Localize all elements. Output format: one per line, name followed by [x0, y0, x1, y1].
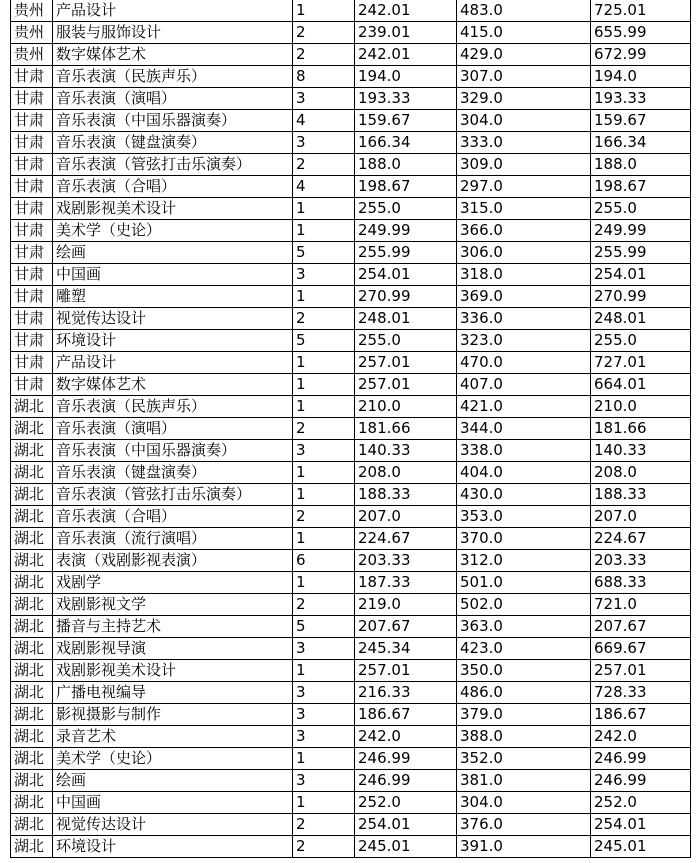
- major-cell[interactable]: 影视摄影与制作: [53, 704, 293, 726]
- table-row: [11, 88, 691, 110]
- score-b-cell[interactable]: 369.0: [457, 286, 591, 308]
- score-a-cell[interactable]: 252.0: [355, 792, 457, 814]
- score-a-cell[interactable]: 194.0: [355, 66, 457, 88]
- table-row: [11, 0, 691, 22]
- province-cell[interactable]: 甘肃: [11, 132, 53, 154]
- count-cell[interactable]: 1: [293, 198, 355, 220]
- count-cell[interactable]: 1: [293, 792, 355, 814]
- major-cell[interactable]: 录音艺术: [53, 726, 293, 748]
- province-cell[interactable]: 甘肃: [11, 308, 53, 330]
- score-a-cell[interactable]: 187.33: [355, 572, 457, 594]
- province-cell[interactable]: 湖北: [11, 726, 53, 748]
- score-a-cell[interactable]: 219.0: [355, 594, 457, 616]
- score-b-cell[interactable]: 486.0: [457, 682, 591, 704]
- count-cell[interactable]: 1: [293, 374, 355, 396]
- score-b-cell[interactable]: 470.0: [457, 352, 591, 374]
- count-cell[interactable]: 2: [293, 22, 355, 44]
- major-cell[interactable]: 环境设计: [53, 836, 293, 858]
- table-row: [11, 286, 691, 308]
- count-cell[interactable]: 1: [293, 748, 355, 770]
- major-cell[interactable]: 数字媒体艺术: [53, 44, 293, 66]
- major-cell[interactable]: 音乐表演（演唱）: [53, 418, 293, 440]
- score-b-cell[interactable]: 309.0: [457, 154, 591, 176]
- province-cell[interactable]: 贵州: [11, 22, 53, 44]
- major-cell[interactable]: 产品设计: [53, 352, 293, 374]
- score-a-cell[interactable]: 207.0: [355, 506, 457, 528]
- table-row: [11, 572, 691, 594]
- province-cell[interactable]: 甘肃: [11, 110, 53, 132]
- count-cell[interactable]: 3: [293, 638, 355, 660]
- score-b-cell[interactable]: 297.0: [457, 176, 591, 198]
- province-cell[interactable]: 湖北: [11, 594, 53, 616]
- admission-scores-table: [10, 0, 691, 858]
- table-row: [11, 242, 691, 264]
- major-cell[interactable]: 绘画: [53, 242, 293, 264]
- table-row: [11, 22, 691, 44]
- province-cell[interactable]: 湖北: [11, 792, 53, 814]
- score-c-cell[interactable]: 248.01: [591, 308, 691, 330]
- score-a-cell[interactable]: 210.0: [355, 396, 457, 418]
- table-row: [11, 748, 691, 770]
- table-row: [11, 814, 691, 836]
- count-cell[interactable]: 3: [293, 704, 355, 726]
- score-c-cell[interactable]: 193.33: [591, 88, 691, 110]
- table-row: [11, 462, 691, 484]
- major-cell[interactable]: 音乐表演（流行演唱）: [53, 528, 293, 550]
- score-c-cell[interactable]: 188.33: [591, 484, 691, 506]
- score-b-cell[interactable]: 423.0: [457, 638, 591, 660]
- major-cell[interactable]: 视觉传达设计: [53, 814, 293, 836]
- score-c-cell[interactable]: 249.99: [591, 220, 691, 242]
- score-b-cell[interactable]: 350.0: [457, 660, 591, 682]
- major-cell[interactable]: 音乐表演（合唱）: [53, 176, 293, 198]
- major-cell[interactable]: 雕塑: [53, 286, 293, 308]
- score-b-cell[interactable]: 336.0: [457, 308, 591, 330]
- count-cell[interactable]: 8: [293, 66, 355, 88]
- score-a-cell[interactable]: 242.01: [355, 44, 457, 66]
- table-row: [11, 550, 691, 572]
- province-cell[interactable]: 甘肃: [11, 154, 53, 176]
- province-cell[interactable]: 甘肃: [11, 264, 53, 286]
- major-cell[interactable]: 音乐表演（键盘演奏）: [53, 132, 293, 154]
- table-row: [11, 660, 691, 682]
- score-c-cell[interactable]: 207.0: [591, 506, 691, 528]
- count-cell[interactable]: 2: [293, 506, 355, 528]
- score-a-cell[interactable]: 245.01: [355, 836, 457, 858]
- score-c-cell[interactable]: 207.67: [591, 616, 691, 638]
- score-a-cell[interactable]: 255.0: [355, 330, 457, 352]
- major-cell[interactable]: 音乐表演（民族声乐）: [53, 66, 293, 88]
- score-b-cell[interactable]: 338.0: [457, 440, 591, 462]
- major-cell[interactable]: 音乐表演（中国乐器演奏）: [53, 110, 293, 132]
- score-a-cell[interactable]: 188.0: [355, 154, 457, 176]
- score-c-cell[interactable]: 208.0: [591, 462, 691, 484]
- score-a-cell[interactable]: 246.99: [355, 748, 457, 770]
- major-cell[interactable]: 音乐表演（合唱）: [53, 506, 293, 528]
- score-c-cell[interactable]: 252.0: [591, 792, 691, 814]
- count-cell[interactable]: 1: [293, 396, 355, 418]
- province-cell[interactable]: 甘肃: [11, 88, 53, 110]
- score-b-cell[interactable]: 370.0: [457, 528, 591, 550]
- score-b-cell[interactable]: 306.0: [457, 242, 591, 264]
- score-b-cell[interactable]: 415.0: [457, 22, 591, 44]
- score-b-cell[interactable]: 501.0: [457, 572, 591, 594]
- province-cell[interactable]: 甘肃: [11, 220, 53, 242]
- score-a-cell[interactable]: 242.01: [355, 0, 457, 22]
- score-c-cell[interactable]: 728.33: [591, 682, 691, 704]
- major-cell[interactable]: 音乐表演（中国乐器演奏）: [53, 440, 293, 462]
- count-cell[interactable]: 2: [293, 814, 355, 836]
- table-row: [11, 220, 691, 242]
- province-cell[interactable]: 甘肃: [11, 374, 53, 396]
- score-a-cell[interactable]: 203.33: [355, 550, 457, 572]
- table-row: [11, 528, 691, 550]
- score-a-cell[interactable]: 193.33: [355, 88, 457, 110]
- province-cell[interactable]: 湖北: [11, 814, 53, 836]
- score-b-cell[interactable]: 344.0: [457, 418, 591, 440]
- score-a-cell[interactable]: 270.99: [355, 286, 457, 308]
- score-c-cell[interactable]: 664.01: [591, 374, 691, 396]
- score-c-cell[interactable]: 672.99: [591, 44, 691, 66]
- count-cell[interactable]: 1: [293, 220, 355, 242]
- score-b-cell[interactable]: 353.0: [457, 506, 591, 528]
- score-a-cell[interactable]: 159.67: [355, 110, 457, 132]
- score-b-cell[interactable]: 376.0: [457, 814, 591, 836]
- count-cell[interactable]: 5: [293, 242, 355, 264]
- province-cell[interactable]: 贵州: [11, 0, 53, 22]
- score-a-cell[interactable]: 239.01: [355, 22, 457, 44]
- province-cell[interactable]: 湖北: [11, 484, 53, 506]
- table-row: [11, 506, 691, 528]
- score-a-cell[interactable]: 198.67: [355, 176, 457, 198]
- count-cell[interactable]: 4: [293, 110, 355, 132]
- count-cell[interactable]: 2: [293, 418, 355, 440]
- count-cell[interactable]: 3: [293, 770, 355, 792]
- province-cell[interactable]: 湖北: [11, 440, 53, 462]
- province-cell[interactable]: 甘肃: [11, 286, 53, 308]
- score-b-cell[interactable]: 304.0: [457, 792, 591, 814]
- score-c-cell[interactable]: 255.99: [591, 242, 691, 264]
- score-b-cell[interactable]: 323.0: [457, 330, 591, 352]
- table-row: [11, 792, 691, 814]
- major-cell[interactable]: 绘画: [53, 770, 293, 792]
- province-cell[interactable]: 贵州: [11, 44, 53, 66]
- score-c-cell[interactable]: 203.33: [591, 550, 691, 572]
- table-row: [11, 638, 691, 660]
- province-cell[interactable]: 甘肃: [11, 242, 53, 264]
- count-cell[interactable]: 1: [293, 528, 355, 550]
- major-cell[interactable]: 音乐表演（管弦打击乐演奏）: [53, 154, 293, 176]
- count-cell[interactable]: 1: [293, 286, 355, 308]
- score-c-cell[interactable]: 257.01: [591, 660, 691, 682]
- score-c-cell[interactable]: 159.67: [591, 110, 691, 132]
- score-c-cell[interactable]: 140.33: [591, 440, 691, 462]
- count-cell[interactable]: 6: [293, 550, 355, 572]
- score-c-cell[interactable]: 246.99: [591, 748, 691, 770]
- major-cell[interactable]: 服装与服饰设计: [53, 22, 293, 44]
- province-cell[interactable]: 湖北: [11, 638, 53, 660]
- major-cell[interactable]: 表演（戏剧影视表演）: [53, 550, 293, 572]
- province-cell[interactable]: 湖北: [11, 550, 53, 572]
- score-c-cell[interactable]: 198.67: [591, 176, 691, 198]
- score-b-cell[interactable]: 483.0: [457, 0, 591, 22]
- count-cell[interactable]: 1: [293, 484, 355, 506]
- province-cell[interactable]: 甘肃: [11, 330, 53, 352]
- score-b-cell[interactable]: 407.0: [457, 374, 591, 396]
- score-a-cell[interactable]: 249.99: [355, 220, 457, 242]
- table-row: [11, 704, 691, 726]
- major-cell[interactable]: 广播电视编导: [53, 682, 293, 704]
- score-c-cell[interactable]: 181.66: [591, 418, 691, 440]
- score-c-cell[interactable]: 688.33: [591, 572, 691, 594]
- major-cell[interactable]: 戏剧学: [53, 572, 293, 594]
- score-b-cell[interactable]: 352.0: [457, 748, 591, 770]
- province-cell[interactable]: 湖北: [11, 748, 53, 770]
- score-a-cell[interactable]: 242.0: [355, 726, 457, 748]
- score-a-cell[interactable]: 257.01: [355, 660, 457, 682]
- count-cell[interactable]: 3: [293, 726, 355, 748]
- score-c-cell[interactable]: 246.99: [591, 770, 691, 792]
- count-cell[interactable]: 1: [293, 572, 355, 594]
- table-row: [11, 682, 691, 704]
- province-cell[interactable]: 湖北: [11, 418, 53, 440]
- count-cell[interactable]: 3: [293, 132, 355, 154]
- score-b-cell[interactable]: 312.0: [457, 550, 591, 572]
- province-cell[interactable]: 甘肃: [11, 176, 53, 198]
- major-cell[interactable]: 戏剧影视美术设计: [53, 198, 293, 220]
- province-cell[interactable]: 湖北: [11, 528, 53, 550]
- table-row: [11, 836, 691, 858]
- score-c-cell[interactable]: 655.99: [591, 22, 691, 44]
- count-cell[interactable]: 5: [293, 616, 355, 638]
- count-cell[interactable]: 1: [293, 462, 355, 484]
- score-c-cell[interactable]: 721.0: [591, 594, 691, 616]
- score-c-cell[interactable]: 188.0: [591, 154, 691, 176]
- count-cell[interactable]: 1: [293, 660, 355, 682]
- score-a-cell[interactable]: 166.34: [355, 132, 457, 154]
- major-cell[interactable]: 音乐表演（键盘演奏）: [53, 462, 293, 484]
- score-b-cell[interactable]: 366.0: [457, 220, 591, 242]
- score-a-cell[interactable]: 245.34: [355, 638, 457, 660]
- province-cell[interactable]: 甘肃: [11, 352, 53, 374]
- table-row: [11, 352, 691, 374]
- count-cell[interactable]: 2: [293, 154, 355, 176]
- count-cell[interactable]: 3: [293, 440, 355, 462]
- count-cell[interactable]: 3: [293, 264, 355, 286]
- province-cell[interactable]: 湖北: [11, 572, 53, 594]
- table-body: [11, 0, 691, 858]
- score-c-cell[interactable]: 255.0: [591, 330, 691, 352]
- count-cell[interactable]: 1: [293, 0, 355, 22]
- score-b-cell[interactable]: 333.0: [457, 132, 591, 154]
- score-a-cell[interactable]: 257.01: [355, 374, 457, 396]
- score-b-cell[interactable]: 304.0: [457, 110, 591, 132]
- province-cell[interactable]: 湖北: [11, 682, 53, 704]
- table-row: [11, 198, 691, 220]
- province-cell[interactable]: 湖北: [11, 770, 53, 792]
- score-b-cell[interactable]: 381.0: [457, 770, 591, 792]
- major-cell[interactable]: 戏剧影视文学: [53, 594, 293, 616]
- table-row: [11, 176, 691, 198]
- score-a-cell[interactable]: 246.99: [355, 770, 457, 792]
- score-a-cell[interactable]: 224.67: [355, 528, 457, 550]
- table-row: [11, 616, 691, 638]
- score-b-cell[interactable]: 315.0: [457, 198, 591, 220]
- count-cell[interactable]: 5: [293, 330, 355, 352]
- table-row: [11, 330, 691, 352]
- province-cell[interactable]: 湖北: [11, 660, 53, 682]
- score-a-cell[interactable]: 255.0: [355, 198, 457, 220]
- table-row: [11, 374, 691, 396]
- province-cell[interactable]: 湖北: [11, 462, 53, 484]
- major-cell[interactable]: 音乐表演（民族声乐）: [53, 396, 293, 418]
- major-cell[interactable]: 数字媒体艺术: [53, 374, 293, 396]
- major-cell[interactable]: 音乐表演（演唱）: [53, 88, 293, 110]
- score-a-cell[interactable]: 257.01: [355, 352, 457, 374]
- count-cell[interactable]: 2: [293, 836, 355, 858]
- score-a-cell[interactable]: 207.67: [355, 616, 457, 638]
- major-cell[interactable]: 环境设计: [53, 330, 293, 352]
- score-b-cell[interactable]: 363.0: [457, 616, 591, 638]
- table-row: [11, 110, 691, 132]
- score-c-cell[interactable]: 669.67: [591, 638, 691, 660]
- score-a-cell[interactable]: 186.67: [355, 704, 457, 726]
- count-cell[interactable]: 4: [293, 176, 355, 198]
- score-c-cell[interactable]: 186.67: [591, 704, 691, 726]
- table-row: [11, 594, 691, 616]
- score-b-cell[interactable]: 404.0: [457, 462, 591, 484]
- score-c-cell[interactable]: 725.01: [591, 0, 691, 22]
- score-b-cell[interactable]: 379.0: [457, 704, 591, 726]
- score-a-cell[interactable]: 255.99: [355, 242, 457, 264]
- major-cell[interactable]: 戏剧影视美术设计: [53, 660, 293, 682]
- table-row: [11, 308, 691, 330]
- province-cell[interactable]: 湖北: [11, 616, 53, 638]
- score-b-cell[interactable]: 391.0: [457, 836, 591, 858]
- score-c-cell[interactable]: 224.67: [591, 528, 691, 550]
- table-row: [11, 726, 691, 748]
- score-c-cell[interactable]: 194.0: [591, 66, 691, 88]
- score-b-cell[interactable]: 388.0: [457, 726, 591, 748]
- score-c-cell[interactable]: 270.99: [591, 286, 691, 308]
- score-c-cell[interactable]: 242.0: [591, 726, 691, 748]
- table-row: [11, 396, 691, 418]
- province-cell[interactable]: 湖北: [11, 836, 53, 858]
- score-a-cell[interactable]: 248.01: [355, 308, 457, 330]
- major-cell[interactable]: 产品设计: [53, 0, 293, 22]
- province-cell[interactable]: 甘肃: [11, 198, 53, 220]
- score-a-cell[interactable]: 140.33: [355, 440, 457, 462]
- province-cell[interactable]: 湖北: [11, 506, 53, 528]
- score-b-cell[interactable]: 329.0: [457, 88, 591, 110]
- major-cell[interactable]: 中国画: [53, 792, 293, 814]
- score-a-cell[interactable]: 188.33: [355, 484, 457, 506]
- count-cell[interactable]: 2: [293, 594, 355, 616]
- score-a-cell[interactable]: 216.33: [355, 682, 457, 704]
- major-cell[interactable]: 美术学（史论）: [53, 748, 293, 770]
- score-b-cell[interactable]: 318.0: [457, 264, 591, 286]
- score-a-cell[interactable]: 181.66: [355, 418, 457, 440]
- score-b-cell[interactable]: 430.0: [457, 484, 591, 506]
- score-b-cell[interactable]: 421.0: [457, 396, 591, 418]
- score-c-cell[interactable]: 254.01: [591, 264, 691, 286]
- score-b-cell[interactable]: 502.0: [457, 594, 591, 616]
- major-cell[interactable]: 美术学（史论）: [53, 220, 293, 242]
- table-row: [11, 264, 691, 286]
- province-cell[interactable]: 湖北: [11, 704, 53, 726]
- table-row: [11, 66, 691, 88]
- score-c-cell[interactable]: 210.0: [591, 396, 691, 418]
- table-row: [11, 484, 691, 506]
- table-row: [11, 132, 691, 154]
- major-cell[interactable]: 播音与主持艺术: [53, 616, 293, 638]
- score-b-cell[interactable]: 307.0: [457, 66, 591, 88]
- major-cell[interactable]: 中国画: [53, 264, 293, 286]
- table-row: [11, 418, 691, 440]
- table-row: [11, 770, 691, 792]
- province-cell[interactable]: 湖北: [11, 396, 53, 418]
- score-b-cell[interactable]: 429.0: [457, 44, 591, 66]
- major-cell[interactable]: 戏剧影视导演: [53, 638, 293, 660]
- score-a-cell[interactable]: 254.01: [355, 264, 457, 286]
- score-c-cell[interactable]: 166.34: [591, 132, 691, 154]
- count-cell[interactable]: 3: [293, 682, 355, 704]
- score-c-cell[interactable]: 245.01: [591, 836, 691, 858]
- count-cell[interactable]: 2: [293, 44, 355, 66]
- score-c-cell[interactable]: 254.01: [591, 814, 691, 836]
- score-a-cell[interactable]: 254.01: [355, 814, 457, 836]
- table-row: [11, 44, 691, 66]
- major-cell[interactable]: 音乐表演（管弦打击乐演奏）: [53, 484, 293, 506]
- count-cell[interactable]: 2: [293, 308, 355, 330]
- table-row: [11, 154, 691, 176]
- score-c-cell[interactable]: 255.0: [591, 198, 691, 220]
- table-row: [11, 440, 691, 462]
- score-c-cell[interactable]: 727.01: [591, 352, 691, 374]
- major-cell[interactable]: 视觉传达设计: [53, 308, 293, 330]
- score-a-cell[interactable]: 208.0: [355, 462, 457, 484]
- count-cell[interactable]: 3: [293, 88, 355, 110]
- count-cell[interactable]: 1: [293, 352, 355, 374]
- province-cell[interactable]: 甘肃: [11, 66, 53, 88]
